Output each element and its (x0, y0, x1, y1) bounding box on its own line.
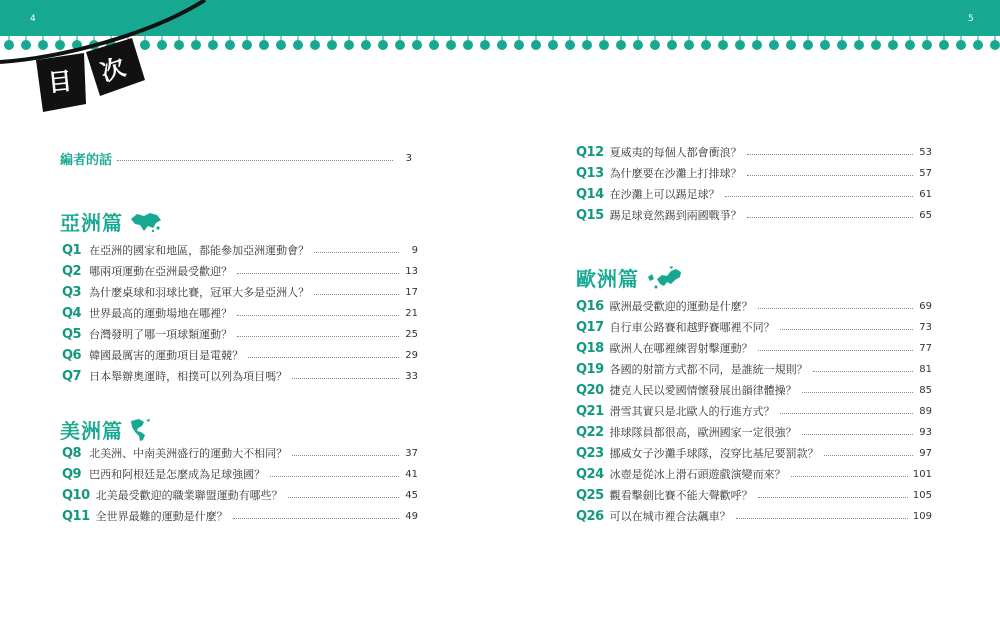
toc-entry[interactable] (62, 443, 418, 463)
page-number: 53 (919, 146, 932, 158)
page-number: 33 (405, 370, 418, 382)
dotted-leader (725, 196, 913, 197)
toc-entry[interactable] (576, 184, 932, 204)
page-number: 81 (919, 363, 932, 375)
question-number: Q25 (576, 487, 604, 503)
page-number: 13 (405, 265, 418, 277)
entry-title: 排球隊員都很高，歐洲國家一定很強？ (609, 426, 797, 439)
toc-entry[interactable] (576, 338, 932, 358)
entry-title: 哪兩項運動在亞洲最受歡迎？ (89, 265, 233, 278)
page-number: 77 (919, 342, 932, 354)
toc-entry[interactable] (62, 506, 418, 526)
toc-entry[interactable] (62, 261, 418, 281)
toc-entry[interactable] (576, 317, 932, 337)
dotted-leader (270, 476, 399, 477)
question-number: Q26 (576, 508, 604, 524)
entry-title: 捷克人民以愛國情懷發展出韻律體操？ (609, 384, 797, 397)
dotted-leader (248, 357, 399, 358)
toc-entry[interactable] (62, 464, 418, 484)
entry-title: 踢足球竟然踢到兩國戰爭？ (609, 209, 742, 222)
toc-entry[interactable] (576, 142, 932, 162)
entry-title: 歐洲最受歡迎的運動是什麼？ (609, 300, 753, 313)
dotted-leader (237, 336, 399, 337)
toc-entry[interactable] (576, 401, 932, 421)
page-number: 105 (912, 489, 932, 501)
dotted-leader (813, 371, 913, 372)
dotted-leader (292, 455, 399, 456)
page-number: 25 (405, 328, 418, 340)
toc-entry[interactable] (576, 380, 932, 400)
toc-entry[interactable] (576, 296, 932, 316)
entry-title: 韓國最厲害的運動項目是電競？ (89, 349, 244, 362)
question-number: Q7 (62, 368, 82, 384)
page-number: 9 (411, 244, 418, 256)
toc-entry[interactable] (62, 282, 418, 302)
page-number: 37 (405, 447, 418, 459)
entry-title: 冰壺是從冰上滑石頭遊戲演變而來？ (609, 468, 786, 481)
heading-char-1: 目 (46, 66, 74, 98)
page-number: 49 (405, 510, 418, 522)
page-number: 85 (919, 384, 932, 396)
dotted-leader (237, 315, 399, 316)
page-number: 45 (405, 489, 418, 501)
page-number: 73 (919, 321, 932, 333)
question-number: Q14 (576, 186, 604, 202)
page-number: 69 (919, 300, 932, 312)
question-number: Q24 (576, 466, 604, 482)
entry-title: 挪威女子沙灘手球隊，沒穿比基尼要罰款？ (609, 447, 819, 460)
dotted-leader (288, 497, 399, 498)
dotted-leader (237, 273, 399, 274)
page-number: 29 (405, 349, 418, 361)
entry-title: 世界最高的運動場地在哪裡？ (89, 307, 233, 320)
dotted-leader (780, 413, 913, 414)
dotted-leader (292, 378, 399, 379)
toc-entry[interactable] (576, 205, 932, 225)
dotted-leader (314, 294, 399, 295)
entry-title: 全世界最難的運動是什麼？ (95, 510, 228, 523)
entry-title: 各國的射箭方式都不同，是誰統一規則？ (609, 363, 808, 376)
section-europe (576, 263, 685, 292)
toc-entry[interactable] (576, 506, 932, 526)
entry-title: 觀看擊劍比賽不能大聲歡呼？ (609, 489, 753, 502)
question-number: Q2 (62, 263, 82, 279)
question-number: Q8 (62, 445, 82, 461)
dotted-leader (780, 329, 913, 330)
heading-garland (0, 0, 250, 120)
entry-title: 歐洲人在哪裡練習射擊運動？ (609, 342, 753, 355)
question-number: Q10 (62, 487, 90, 503)
toc-entry[interactable] (62, 366, 418, 386)
toc-entry[interactable] (62, 485, 418, 505)
question-number: Q4 (62, 305, 82, 321)
entry-title: 為什麼要在沙灘上打排球？ (609, 167, 742, 180)
entry-title: 巴西和阿根廷是怎麼成為足球強國？ (89, 468, 266, 481)
toc-entry[interactable] (62, 303, 418, 323)
americas-map-icon (129, 418, 155, 442)
dotted-leader (802, 434, 913, 435)
question-number: Q1 (62, 242, 82, 258)
section-asia (60, 207, 163, 236)
entry-title: 日本舉辦奧運時，相撲可以列為項目嗎？ (89, 370, 288, 383)
dotted-leader (747, 217, 913, 218)
dotted-leader (747, 175, 913, 176)
page-number: 3 (405, 152, 412, 164)
question-number: Q9 (62, 466, 82, 482)
toc-entry[interactable] (62, 240, 418, 260)
toc-entry[interactable] (576, 163, 932, 183)
entry-title: 北美最受歡迎的職業聯盟運動有哪些？ (95, 489, 283, 502)
question-number: Q6 (62, 347, 82, 363)
question-number: Q17 (576, 319, 604, 335)
section-title: 歐洲篇 (576, 267, 639, 291)
entry-title: 台灣發明了哪一項球類運動？ (89, 328, 233, 341)
question-number: Q22 (576, 424, 604, 440)
dotted-leader (117, 160, 393, 161)
question-number: Q3 (62, 284, 82, 300)
toc-entry[interactable] (576, 485, 932, 505)
toc-entry[interactable] (62, 345, 418, 365)
question-number: Q16 (576, 298, 604, 314)
dotted-leader (233, 518, 399, 519)
preface-entry[interactable] (60, 148, 412, 168)
page-number: 101 (912, 468, 932, 480)
toc-entry[interactable] (576, 359, 932, 379)
asia-map-icon (129, 211, 163, 233)
question-number: Q12 (576, 144, 604, 160)
dotted-leader (758, 497, 908, 498)
page-number: 93 (919, 426, 932, 438)
page-number-right: 5 (968, 14, 974, 24)
dotted-leader (758, 350, 913, 351)
entry-title: 可以在城市裡合法飆車？ (609, 510, 731, 523)
question-number: Q13 (576, 165, 604, 181)
entry-title: 夏威夷的每個人都會衝浪？ (609, 146, 742, 159)
page-number: 61 (919, 188, 932, 200)
question-number: Q11 (62, 508, 90, 524)
dotted-leader (314, 252, 399, 253)
page-number: 109 (912, 510, 932, 522)
dotted-leader (791, 476, 908, 477)
question-number: Q21 (576, 403, 604, 419)
dotted-leader (802, 392, 913, 393)
question-number: Q18 (576, 340, 604, 356)
entry-title: 北美洲、中南美洲盛行的運動大不相同？ (89, 447, 288, 460)
question-number: Q15 (576, 207, 604, 223)
page-number: 21 (405, 307, 418, 319)
entry-title: 滑雪其實只是北歐人的行進方式？ (609, 405, 775, 418)
entry-title: 在亞洲的國家和地區，都能參加亞洲運動會？ (89, 244, 310, 257)
entry-title: 在沙灘上可以踢足球？ (609, 188, 720, 201)
section-title: 亞洲篇 (60, 211, 123, 235)
question-number: Q20 (576, 382, 604, 398)
page-number: 89 (919, 405, 932, 417)
page-number: 57 (919, 167, 932, 179)
toc-entry[interactable] (576, 464, 932, 484)
page-number: 65 (919, 209, 932, 221)
dotted-leader (736, 518, 908, 519)
dotted-leader (747, 154, 913, 155)
entry-title: 自行車公路賽和越野賽哪裡不同？ (609, 321, 775, 334)
dotted-leader (824, 455, 913, 456)
europe-map-icon (645, 265, 685, 291)
page-number-left: 4 (30, 14, 36, 24)
dotted-leader (758, 308, 913, 309)
preface-title: 編者的話 (60, 152, 113, 168)
toc-entry[interactable] (576, 422, 932, 442)
heading-char-2: 次 (97, 52, 129, 88)
page-number: 41 (405, 468, 418, 480)
question-number: Q23 (576, 445, 604, 461)
page-number: 97 (919, 447, 932, 459)
section-title: 美洲篇 (60, 419, 123, 443)
toc-entry[interactable] (576, 443, 932, 463)
question-number: Q19 (576, 361, 604, 377)
section-americas (60, 415, 155, 444)
toc-entry[interactable] (62, 324, 418, 344)
question-number: Q5 (62, 326, 82, 342)
entry-title: 為什麼桌球和羽球比賽，冠軍大多是亞洲人？ (89, 286, 310, 299)
page-number: 17 (405, 286, 418, 298)
